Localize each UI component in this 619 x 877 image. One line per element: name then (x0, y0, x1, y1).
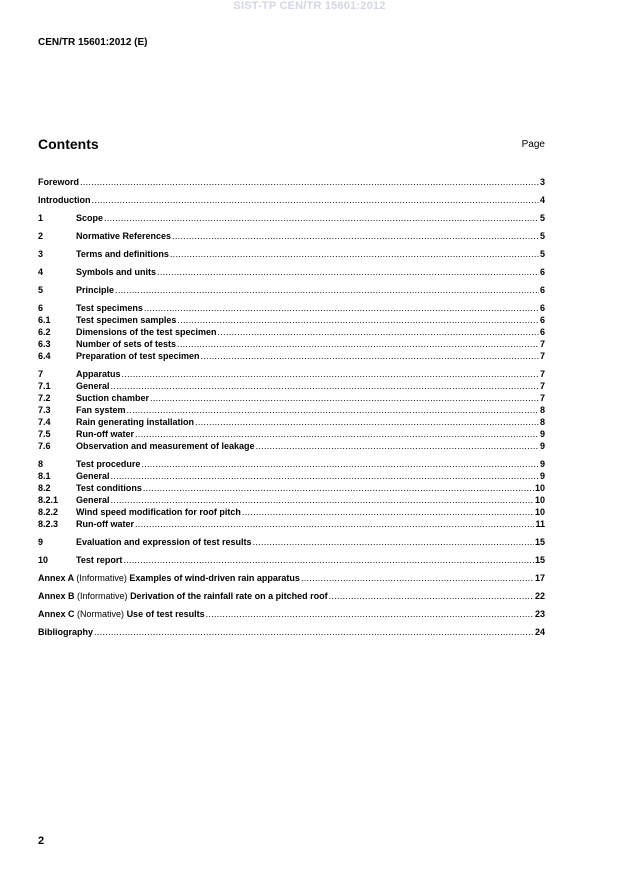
toc-entry[interactable] (38, 428, 545, 440)
toc-title: General (76, 471, 110, 481)
document-id: CEN/TR 15601:2012 (E) (38, 37, 148, 48)
toc-number: 2 (38, 231, 44, 241)
toc-entry[interactable] (38, 440, 545, 452)
toc-page-number: 22 (534, 591, 545, 601)
toc-entry[interactable] (38, 470, 545, 482)
dot-leader (94, 626, 534, 638)
dot-leader (218, 326, 539, 338)
toc-entry[interactable] (38, 536, 545, 548)
toc-number: 8.2.1 (38, 495, 59, 505)
toc-page-number: 24 (534, 627, 545, 637)
toc-number: 8.2.3 (38, 519, 59, 529)
toc-page-number: 4 (539, 195, 545, 205)
toc-number: 6.2 (38, 327, 51, 337)
toc-page-number: 9 (539, 429, 545, 439)
dot-leader (115, 284, 539, 296)
dot-leader (104, 212, 539, 224)
annex-type: (Informative) (76, 573, 127, 583)
toc-page-number: 6 (539, 315, 545, 325)
annex-type: (Normative) (77, 609, 125, 619)
dot-leader (111, 470, 539, 482)
toc-page-number: 6 (539, 327, 545, 337)
toc-page-number: 17 (534, 573, 545, 583)
annex-label: Annex B (38, 591, 75, 601)
toc-page-number: 9 (539, 471, 545, 481)
annex-title: Examples of wind-driven rain apparatus (129, 573, 300, 583)
toc-page-number: 9 (539, 459, 545, 469)
toc-title: Terms and definitions (76, 249, 169, 259)
dot-leader (242, 506, 534, 518)
dot-leader (256, 440, 539, 452)
toc-title: Principle (76, 285, 115, 295)
toc-number: 3 (38, 249, 44, 259)
toc-entry[interactable] (38, 380, 545, 392)
dot-leader (253, 536, 534, 548)
toc-page-number: 11 (535, 519, 545, 529)
toc-entry[interactable] (38, 212, 545, 224)
toc-page-number: 6 (539, 267, 545, 277)
toc-page-number: 10 (534, 483, 545, 493)
toc-group (38, 212, 545, 224)
toc-group (38, 554, 545, 566)
toc-title: Test specimens (76, 303, 143, 313)
dot-leader (127, 404, 539, 416)
toc-group (38, 194, 545, 206)
dot-leader (111, 380, 539, 392)
toc-title: Test procedure (76, 459, 141, 469)
toc-entry[interactable] (38, 248, 545, 260)
toc-entry[interactable] (38, 518, 545, 530)
toc-entry[interactable] (38, 572, 545, 584)
page-number: 2 (38, 835, 45, 847)
toc-number: 7.4 (38, 417, 51, 427)
toc-group (38, 248, 545, 260)
toc-annex-title (38, 608, 205, 620)
toc-title: Run-off water (76, 429, 134, 439)
toc-page-number: 10 (534, 507, 545, 517)
toc-group (38, 590, 545, 602)
toc-number: 6 (38, 303, 44, 313)
toc-entry[interactable] (38, 302, 545, 314)
toc-entry[interactable] (38, 554, 545, 566)
toc-group (38, 626, 545, 638)
toc-title: Normative References (76, 231, 172, 241)
toc-page-number: 7 (539, 381, 545, 391)
page-title: Contents (38, 136, 99, 152)
toc-title: Suction chamber (76, 393, 150, 403)
toc-group (38, 266, 545, 278)
toc-title: Scope (76, 213, 104, 223)
toc-page-number: 7 (539, 393, 545, 403)
toc-group (38, 176, 545, 188)
toc-entry[interactable] (38, 506, 545, 518)
toc-entry[interactable] (38, 338, 545, 350)
toc-title: Fan system (76, 405, 126, 415)
toc-page-number: 9 (539, 441, 545, 451)
toc-entry[interactable] (38, 368, 545, 380)
dot-leader (92, 194, 539, 206)
toc-title: Symbols and units (76, 267, 157, 277)
toc-page-number: 7 (539, 369, 545, 379)
toc-title: Test specimen samples (76, 315, 177, 325)
dot-leader (170, 248, 539, 260)
toc-entry[interactable] (38, 458, 545, 470)
toc-entry[interactable] (38, 626, 545, 638)
toc-number: 10 (38, 555, 49, 565)
toc-number: 8.2 (38, 483, 51, 493)
toc-title: Test report (76, 555, 123, 565)
toc-entry[interactable] (38, 590, 545, 602)
toc-entry[interactable] (38, 416, 545, 428)
toc-group (38, 536, 545, 548)
toc-group (38, 230, 545, 242)
toc-number: 7 (38, 369, 44, 379)
toc-group (38, 302, 545, 362)
toc-number: 5 (38, 285, 44, 295)
toc-title: Dimensions of the test specimen (76, 327, 217, 337)
toc-title: Evaluation and expression of test results (76, 537, 252, 547)
toc-number: 7.6 (38, 441, 51, 451)
toc-number: 9 (38, 537, 44, 547)
toc-group (38, 368, 545, 452)
toc-entry[interactable] (38, 404, 545, 416)
toc-page-number: 8 (539, 417, 545, 427)
page-column-label: Page (521, 139, 545, 150)
toc-annex-title (38, 590, 328, 602)
toc-group (38, 608, 545, 620)
toc-number: 4 (38, 267, 44, 277)
toc-page-number: 6 (539, 285, 545, 295)
watermark: SIST-TP CEN/TR 15601:2012 (233, 0, 386, 12)
toc-page-number: 6 (539, 303, 545, 313)
toc-entry[interactable] (38, 314, 545, 326)
dot-leader (135, 428, 539, 440)
annex-title: Derivation of the rainfall rate on a pitched roof (130, 591, 328, 601)
toc-page-number: 5 (539, 249, 545, 259)
dot-leader (177, 314, 539, 326)
toc-page-number: 3 (539, 177, 545, 187)
toc-number: 6.4 (38, 351, 51, 361)
annex-title: Use of test results (126, 609, 205, 619)
dot-leader (135, 518, 534, 530)
annex-label: Annex A (38, 573, 74, 583)
toc-page-number: 5 (539, 231, 545, 241)
toc-entry[interactable] (38, 608, 545, 620)
dot-leader (111, 494, 534, 506)
toc-title: Number of sets of tests (76, 339, 177, 349)
toc-page-number: 5 (539, 213, 545, 223)
toc-title: Foreword (38, 177, 80, 187)
toc-title: Wind speed modification for roof pitch (76, 507, 241, 517)
toc-title: Apparatus (76, 369, 121, 379)
toc-annex-title (38, 572, 300, 584)
toc-entry[interactable] (38, 194, 545, 206)
toc-number: 8 (38, 459, 44, 469)
dot-leader (329, 590, 534, 602)
dot-leader (301, 572, 534, 584)
toc-number: 8.1 (38, 471, 51, 481)
toc-page-number: 15 (534, 537, 545, 547)
toc-title: General (76, 495, 110, 505)
toc-title: Introduction (38, 195, 91, 205)
toc-number: 1 (38, 213, 44, 223)
toc-title: Preparation of test specimen (76, 351, 200, 361)
dot-leader (157, 266, 539, 278)
dot-leader (172, 230, 539, 242)
toc-page-number: 15 (534, 555, 545, 565)
dot-leader (122, 368, 539, 380)
dot-leader (206, 608, 534, 620)
toc-page-number: 7 (539, 351, 545, 361)
toc-group (38, 458, 545, 530)
annex-type: (Informative) (77, 591, 128, 601)
dot-leader (143, 482, 534, 494)
dot-leader (201, 350, 539, 362)
toc-entry[interactable] (38, 176, 545, 188)
toc-number: 8.2.2 (38, 507, 59, 517)
toc-entry[interactable] (38, 230, 545, 242)
toc-title: Bibliography (38, 627, 94, 637)
annex-label: Annex C (38, 609, 75, 619)
toc-number: 7.1 (38, 381, 51, 391)
toc-number: 7.5 (38, 429, 51, 439)
toc-title: Test conditions (76, 483, 142, 493)
toc-title: General (76, 381, 110, 391)
toc-entry[interactable] (38, 392, 545, 404)
toc-entry[interactable] (38, 350, 545, 362)
dot-leader (150, 392, 539, 404)
toc-group (38, 572, 545, 584)
toc-title: Observation and measurement of leakage (76, 441, 255, 451)
toc-page-number: 10 (534, 495, 545, 505)
toc-page-number: 7 (539, 339, 545, 349)
toc-page-number: 23 (534, 609, 545, 619)
toc-entry[interactable] (38, 482, 545, 494)
toc-entry[interactable] (38, 284, 545, 296)
dot-leader (144, 302, 539, 314)
toc-entry[interactable] (38, 326, 545, 338)
toc-number: 6.3 (38, 339, 51, 349)
toc-entry[interactable] (38, 494, 545, 506)
dot-leader (80, 176, 539, 188)
toc-number: 7.2 (38, 393, 51, 403)
toc-title: Rain generating installation (76, 417, 195, 427)
table-of-contents (38, 176, 545, 644)
toc-title: Run-off water (76, 519, 134, 529)
toc-group (38, 284, 545, 296)
toc-number: 7.3 (38, 405, 51, 415)
dot-leader (141, 458, 539, 470)
dot-leader (195, 416, 539, 428)
dot-leader (123, 554, 534, 566)
toc-entry[interactable] (38, 266, 545, 278)
toc-page-number: 8 (539, 405, 545, 415)
dot-leader (177, 338, 539, 350)
toc-number: 6.1 (38, 315, 51, 325)
